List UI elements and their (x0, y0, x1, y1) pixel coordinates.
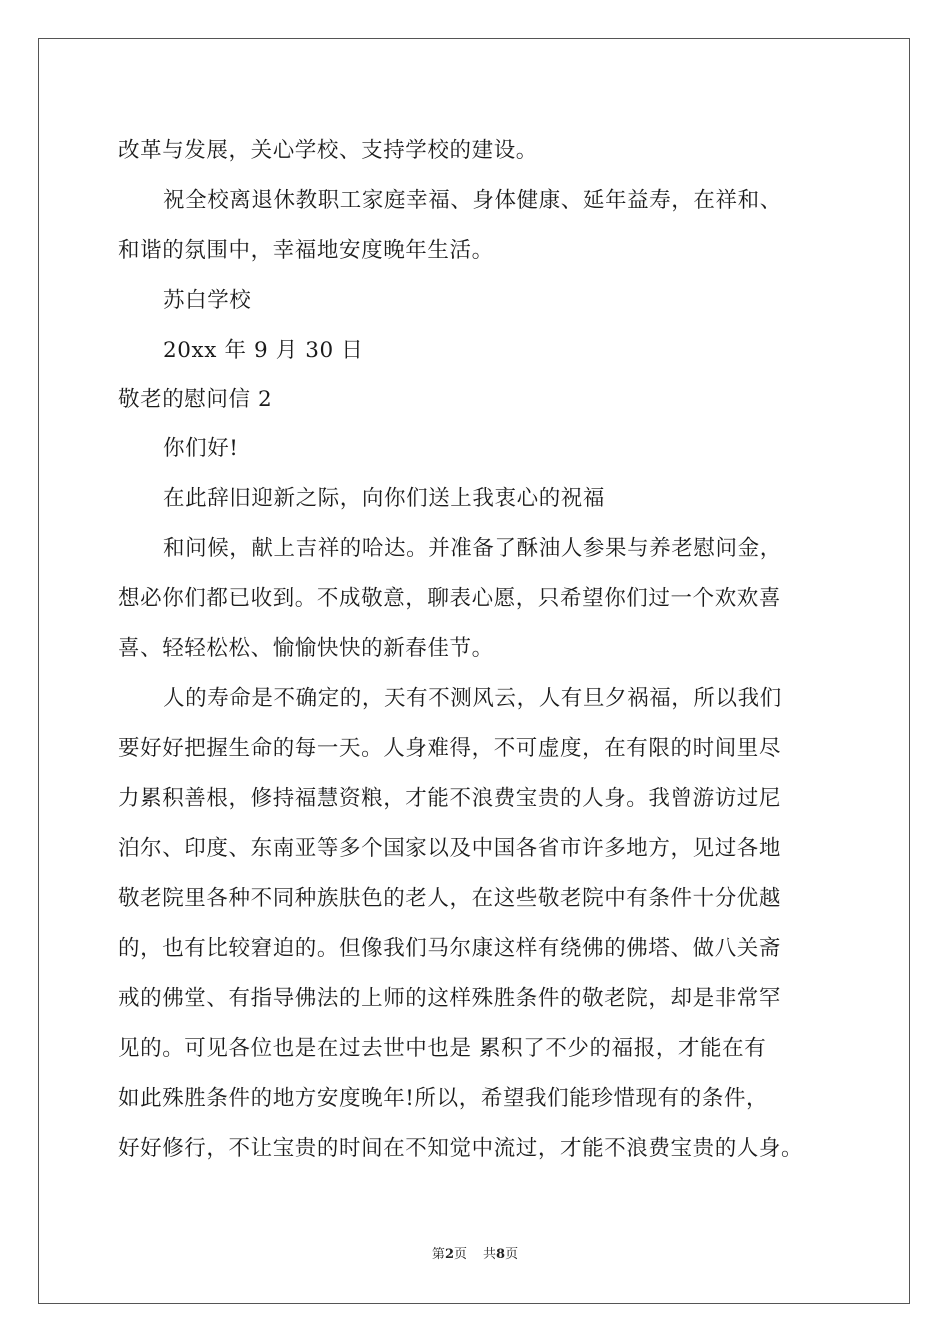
text-line: 敬老院里各种不同种族肤色的老人，在这些敬老院中有条件十分优越 (118, 886, 782, 911)
text-line: 祝全校离退休教职工家庭幸福、身体健康、延年益寿，在祥和、 (163, 188, 782, 213)
total-prefix: 共 (483, 1247, 497, 1262)
signature-school: 苏白学校 (163, 288, 252, 313)
text-line: 戒的佛堂、有指导佛法的上师的这样殊胜条件的敬老院，却是非常罕 (118, 986, 782, 1011)
section-title: 敬老的慰问信 2 (118, 387, 273, 412)
text-line: 要好好把握生命的每一天。人身难得，不可虚度，在有限的时间里尽 (118, 736, 782, 761)
text-line: 和谐的氛围中，幸福地安度晚年生活。 (118, 238, 494, 263)
text-line: 力累积善根，修持福慧资粮，才能不浪费宝贵的人身。我曾游访过尼 (118, 786, 782, 811)
signature-date: 20xx 年 9 月 30 日 (163, 338, 364, 363)
page-prefix: 第 (431, 1247, 445, 1262)
text-line: 泊尔、印度、东南亚等多个国家以及中国各省市许多地方，见过各地 (118, 836, 782, 861)
text-line: 和问候，献上吉祥的哈达。并准备了酥油人参果与养老慰问金， (163, 536, 782, 561)
greeting: 你们好! (163, 436, 239, 461)
text-line: 想必你们都已收到。不成敬意，聊表心愿，只希望你们过一个欢欢喜 (118, 586, 782, 611)
page-suffix: 页 (453, 1247, 467, 1262)
text-line: 喜、轻轻松松、愉愉快快的新春佳节。 (118, 636, 494, 661)
text-line: 见的。可见各位也是在过去世中也是 累积了不少的福报，才能在有 (118, 1036, 767, 1061)
text-line: 改革与发展，关心学校、支持学校的建设。 (118, 138, 538, 163)
text-line: 人的寿命是不确定的，天有不测风云，人有旦夕祸福，所以我们 (163, 686, 782, 711)
text-line: 好好修行，不让宝贵的时间在不知觉中流过，才能不浪费宝贵的人身。 (118, 1136, 804, 1161)
text-line: 的，也有比较窘迫的。但像我们马尔康这样有绕佛的佛塔、做八关斋 (118, 936, 782, 961)
page-total: 8 (496, 1247, 506, 1262)
page-border (38, 38, 910, 1304)
page-footer (0, 1246, 950, 1264)
page-current: 2 (444, 1247, 454, 1262)
total-suffix: 页 (505, 1247, 519, 1262)
text-line: 如此殊胜条件的地方安度晚年!所以，希望我们能珍惜现有的条件， (118, 1086, 769, 1111)
text-line: 在此辞旧迎新之际，向你们送上我衷心的祝福 (163, 486, 606, 511)
